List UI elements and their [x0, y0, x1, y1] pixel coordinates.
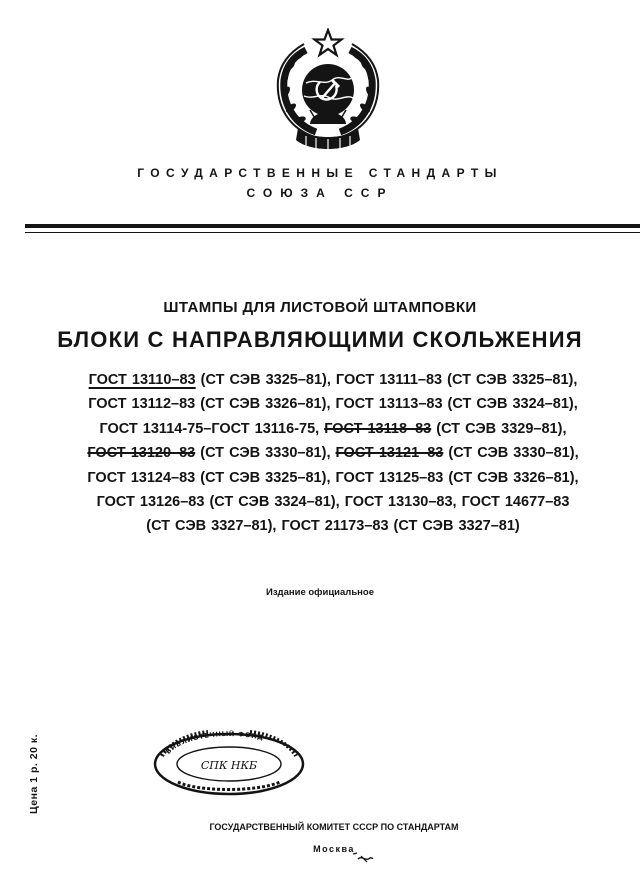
stamp-emblem-text: СПК НКБ — [200, 759, 258, 772]
library-stamp-icon — [148, 726, 310, 798]
ussr-coat-of-arms-icon — [276, 28, 380, 158]
standards-list — [38, 368, 628, 539]
standards-line-7 — [38, 514, 628, 538]
standard-ref: (СТ СЭВ 3330–81), — [443, 445, 579, 462]
standard-ref: (СТ СЭВ 3330–81), — [195, 445, 336, 462]
standard-ref: (СТ СЭВ 3327–81), ГОСТ 21173–83 (СТ СЭВ 3327–81) — [146, 518, 520, 535]
stamp-arc-text: БИБЛИОТЕЧНЫЙ ФОНД — [164, 729, 265, 756]
header-rule-thin — [25, 232, 640, 233]
header-line-2: СОЮЗА ССР — [246, 186, 394, 200]
standards-line-4 — [38, 441, 628, 465]
standard-ref: ГОСТ 13126–83 (СТ СЭВ 3324–81), ГОСТ 13130–83, ГОСТ 14677–83 — [96, 494, 570, 511]
standards-line-3 — [38, 417, 628, 441]
standard-ref: ГОСТ 13114-75–ГОСТ 13116-75, — [99, 420, 325, 437]
standards-line-2 — [38, 392, 628, 416]
header-rule-thick — [25, 224, 640, 228]
city-line: Москва — [313, 844, 355, 854]
standards-line-5 — [38, 466, 628, 490]
document-title: БЛОКИ С НАПРАВЛЯЮЩИМИ СКОЛЬЖЕНИЯ — [57, 327, 583, 352]
standards-line-1 — [38, 368, 628, 392]
standard-ref: ГОСТ 13124–83 (СТ СЭВ 3325–81), ГОСТ 13125–83 (СТ СЭВ 3326–81), — [87, 469, 579, 486]
series-title: ШТАМПЫ ДЛЯ ЛИСТОВОЙ ШТАМПОВКИ — [163, 299, 477, 316]
price-label: Цена 1 р. 20 к. — [28, 733, 40, 814]
header-line-1: ГОСУДАРСТВЕННЫЕ СТАНДАРТЫ — [137, 166, 503, 180]
edition-note: Издание официальное — [266, 587, 374, 598]
standards-line-6 — [38, 490, 628, 514]
handwritten-mark-icon — [350, 850, 374, 864]
standard-ref: (СТ СЭВ 3325–81), ГОСТ 13111–83 (СТ СЭВ 3325–81), — [195, 372, 578, 388]
standard-ref-struck: ГОСТ 13121–83 — [335, 445, 444, 462]
standard-ref: ГОСТ 13112–83 (СТ СЭВ 3326–81), ГОСТ 13113–83 (СТ СЭВ 3324–81), — [88, 396, 578, 413]
standard-ref: (СТ СЭВ 3329–81), — [431, 420, 567, 437]
publisher-line: ГОСУДАРСТВЕННЫЙ КОМИТЕТ СССР ПО СТАНДАРТАМ — [209, 822, 459, 832]
standard-ref-struck: ГОСТ 13120–83 — [87, 445, 196, 462]
standard-ref-underlined: ГОСТ 13110–83 — [88, 372, 196, 388]
standard-ref-struck: ГОСТ 13118–83 — [324, 420, 432, 437]
